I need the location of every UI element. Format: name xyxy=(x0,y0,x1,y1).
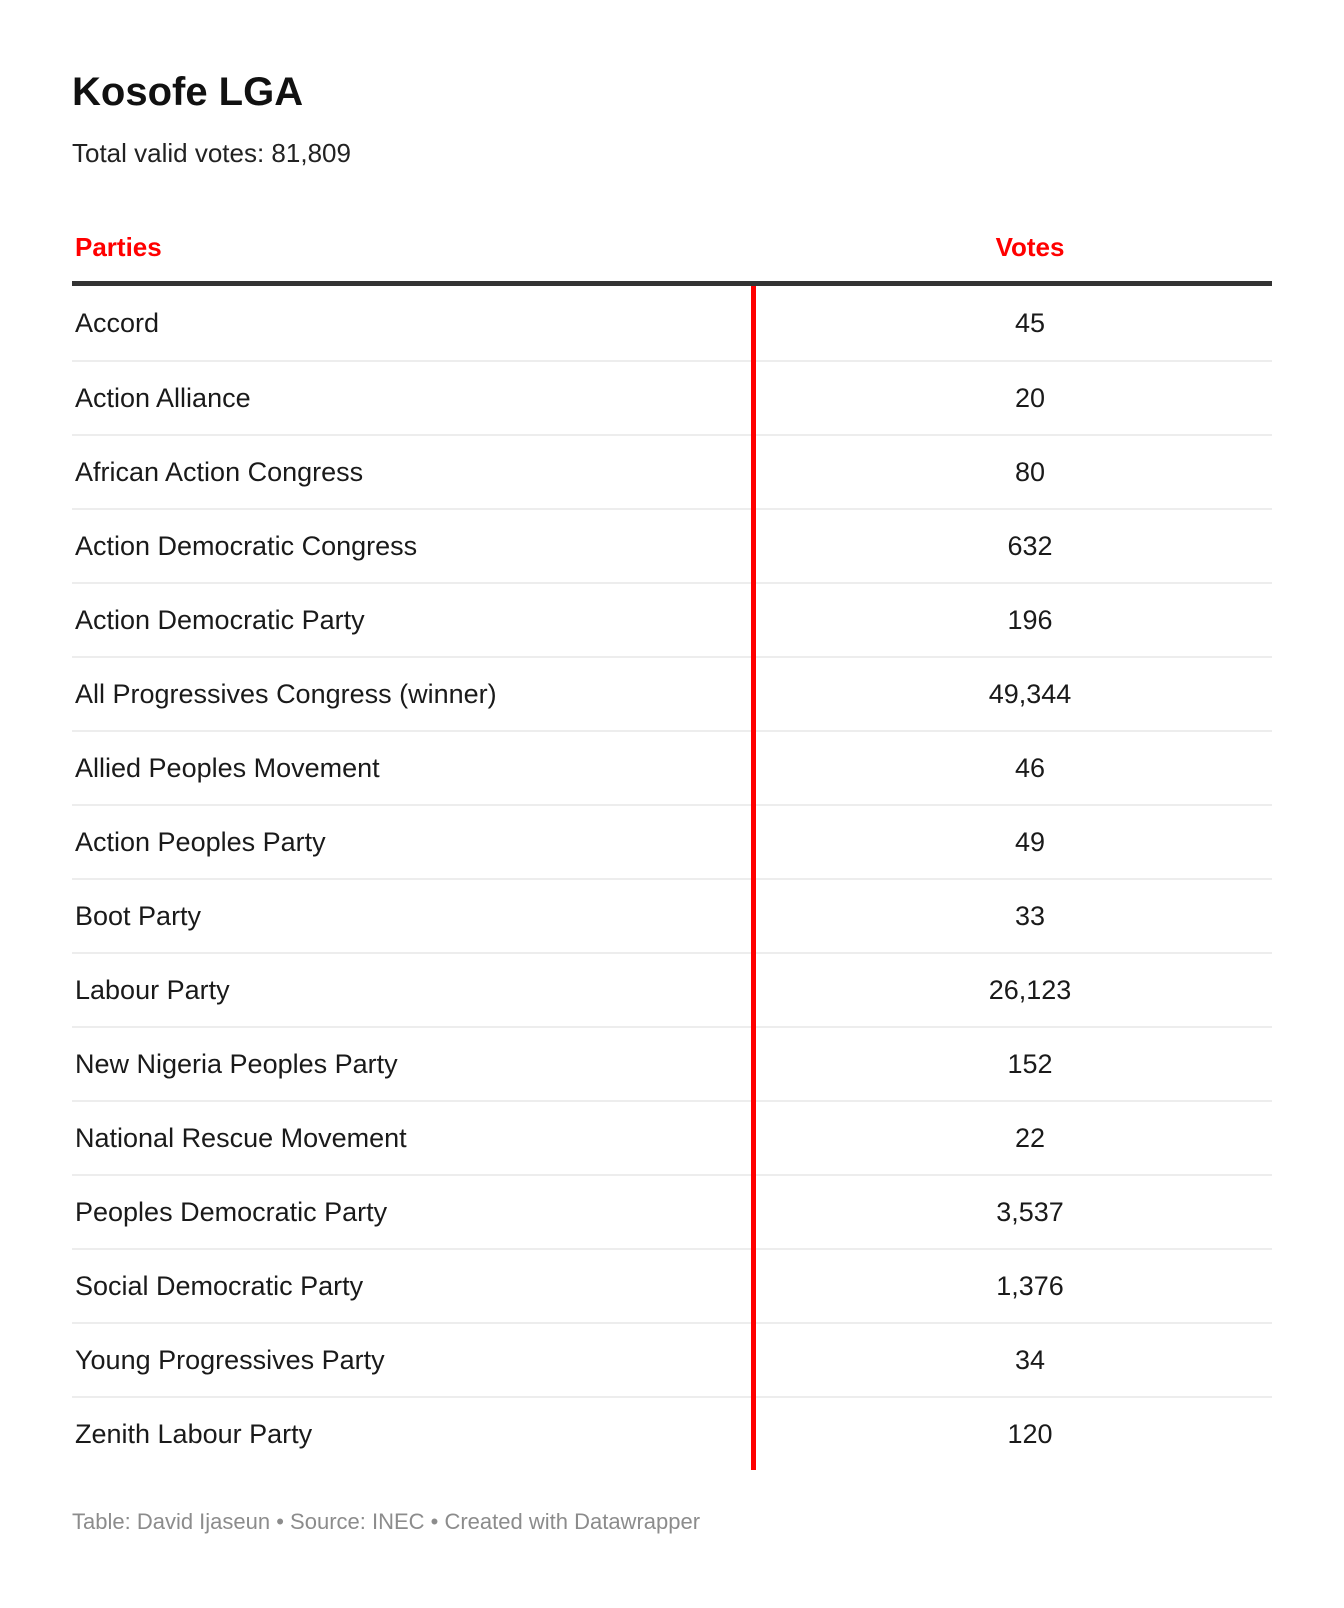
votes-cell: 152 xyxy=(1007,1048,1053,1079)
votes-cell: 49,344 xyxy=(988,678,1072,709)
votes-cell: 22 xyxy=(1014,1122,1046,1153)
table-row xyxy=(72,1100,1272,1174)
table-row xyxy=(72,1396,1272,1470)
table-row xyxy=(72,952,1272,1026)
footer-credit: Table: David Ijaseun • Source: INEC • Created with Datawrapper xyxy=(72,1509,701,1534)
votes-cell: 26,123 xyxy=(988,974,1072,1005)
votes-cell: 632 xyxy=(1007,530,1053,561)
party-cell: Social Democratic Party xyxy=(75,1270,364,1301)
votes-cell: 34 xyxy=(1014,1344,1046,1375)
table-header-row xyxy=(72,230,1272,281)
votes-cell: 120 xyxy=(1007,1418,1053,1449)
subtitle-total-votes: Total valid votes: 81,809 xyxy=(72,138,351,168)
party-cell: Boot Party xyxy=(75,900,202,931)
party-cell: Action Alliance xyxy=(75,382,251,413)
column-divider-line xyxy=(751,286,756,1470)
party-cell: Labour Party xyxy=(75,974,230,1005)
party-cell: Accord xyxy=(75,307,160,338)
table-row xyxy=(72,730,1272,804)
column-header-parties: Parties xyxy=(75,232,162,262)
column-header-votes: Votes xyxy=(995,232,1065,262)
votes-cell: 46 xyxy=(1014,752,1046,783)
page-title: Kosofe LGA xyxy=(72,70,304,114)
party-cell: All Progressives Congress (winner) xyxy=(75,678,497,709)
party-cell: New Nigeria Peoples Party xyxy=(75,1048,398,1079)
table-row xyxy=(72,1026,1272,1100)
table-row xyxy=(72,656,1272,730)
party-cell: Action Democratic Party xyxy=(75,604,365,635)
table-row xyxy=(72,1248,1272,1322)
party-cell: Action Peoples Party xyxy=(75,826,326,857)
votes-cell: 196 xyxy=(1007,604,1053,635)
table-row xyxy=(72,804,1272,878)
table-row xyxy=(72,286,1272,360)
votes-cell: 1,376 xyxy=(996,1270,1064,1301)
table-row xyxy=(72,1322,1272,1396)
party-cell: Action Democratic Congress xyxy=(75,530,418,561)
table-row xyxy=(72,434,1272,508)
votes-cell: 49 xyxy=(1014,826,1046,857)
party-cell: Peoples Democratic Party xyxy=(75,1196,388,1227)
table-body xyxy=(72,286,1272,1470)
votes-cell: 20 xyxy=(1014,382,1046,413)
table-row xyxy=(72,582,1272,656)
votes-cell: 45 xyxy=(1014,307,1046,338)
votes-cell: 80 xyxy=(1014,456,1046,487)
party-cell: Allied Peoples Movement xyxy=(75,752,380,783)
votes-cell: 33 xyxy=(1014,900,1046,931)
votes-cell: 3,537 xyxy=(996,1196,1064,1227)
party-cell: Zenith Labour Party xyxy=(75,1418,313,1449)
party-cell: African Action Congress xyxy=(75,456,364,487)
party-cell: National Rescue Movement xyxy=(75,1122,407,1153)
table-row xyxy=(72,1174,1272,1248)
table-row xyxy=(72,360,1272,434)
table-row xyxy=(72,878,1272,952)
table-widget xyxy=(72,0,1272,1536)
table-row xyxy=(72,508,1272,582)
party-cell: Young Progressives Party xyxy=(75,1344,385,1375)
